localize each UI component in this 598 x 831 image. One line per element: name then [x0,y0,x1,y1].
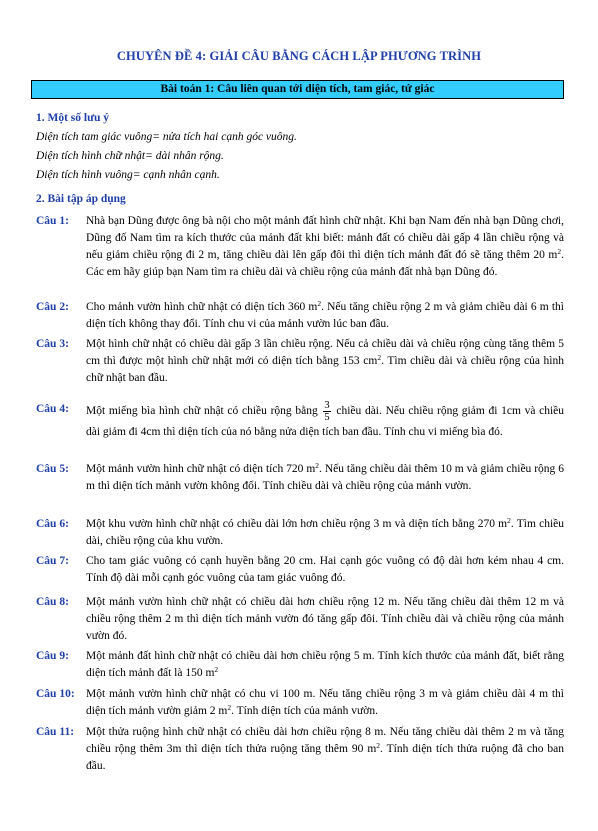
question-label: Câu 4: [36,403,69,415]
question-label: Câu 10: [36,688,75,700]
fraction: $\frac{3}{5}$ [324,400,330,423]
section-heading-notes: 1. Một số lưu ý [36,112,110,124]
question-4 [36,400,564,441]
question-label: Câu 7: [36,555,69,567]
question-text: Một mảnh vườn hình chữ nhật có chiều dài hơn chiều rộng 12 m. Nếu tăng chiều dài thêm 12 m và chiều rộng thêm 2 m thì diện tích mảnh vườn đó tăng gấp đôi. Tính chiều dài và chiều rộng của mảnh vườn đó. [86,596,564,642]
note-item: Diện tích hình chữ nhật= dài nhân rộng. [36,150,224,162]
question-text: Một khu vườn hình chữ nhật có chiều dài lớn hơn chiều rộng 3 m và diện tích bằng 270 $m^2$. Tìm chiều dài, chiều rộng của khu vườn. [86,516,564,547]
question-9 [36,648,564,682]
question-label: Câu 2: [36,301,69,313]
question-6 [36,516,564,550]
document-title: CHUYÊN ĐỀ 4: GIẢI CÂU BẰNG CÁCH LẬP PHƯƠNG TRÌNH [116,49,482,63]
question-text: Một mảnh vườn hình chữ nhật có chu vi 100 m. Nếu tăng chiều rộng 3 m và giảm chiều dài 4 m thì diện tích mảnh vườn giảm 2 $m^2$. Tính diện tích của mảnh vườn. [86,688,564,717]
question-8 [36,594,564,645]
question-label: Câu 9: [36,650,69,662]
question-3 [36,336,564,387]
note-item: Diện tích hình vuông= cạnh nhân cạnh. [36,169,220,181]
question-label: Câu 11: [36,726,75,738]
question-label: Câu 5: [36,463,69,475]
question-text: Một mảnh đất hình chữ nhật có chiều dài hơn chiều rộng 5 m. Tính kích thước của mảnh đất, biết rằng diện tích mảnh đất là 150 $m^2$ [86,650,564,679]
question-text: Một miếng bìa hình chữ nhật có chiều rộng bằng $\frac{3}{5}$ chiều dài. Nếu chiều rộng giảm đi 1cm và chiều dài giảm đi 4cm thì diện tích của nó bằng nửa diện tích ban đầu. Tính chu vi miếng bìa đó. [86,400,565,438]
question-10 [36,686,564,720]
question-7 [36,553,564,587]
question-11 [36,724,564,775]
question-text: Một thửa ruộng hình chữ nhật có chiều dài hơn chiều rộng 8 m. Nếu tăng chiều dài thêm 2 m và tăng chiều rộng thêm 3m thì diện tích thửa ruộng tăng thêm 90 $m^2$. Tính diện tích thửa ruộng đã cho ban đầu. [86,726,564,772]
question-label: Câu 8: [36,596,69,608]
question-5 [36,461,564,495]
section-heading-exercises: 2. Bài tập áp dụng [36,193,126,205]
problem-header: Bài toán 1: Câu liên quan tới diện tích, tam giác, tứ giác [31,80,564,99]
question-1 [36,213,564,281]
question-label: Câu 3: [36,338,69,350]
question-text: Nhà bạn Dũng được ông bà nội cho một mảnh đất hình chữ nhật. Khi bạn Nam đến nhà bạn Dũng chơi, Dũng đố Nam tìm ra kích thước của mảnh đất khi biết: mảnh đất có chiều dài gấp 4 lần chiều rộng và nếu giảm chiều rộng đi 2 m, tăng chiều dài lên gấp đôi thì diện tích mảnh đất đó sẽ tăng thêm 20 $m^2$. Các em hãy giúp bạn Nam tìm ra chiều dài và chiều rộng của mảnh đất nhà bạn Dũng đó. [86,215,564,278]
question-2 [36,299,564,333]
question-text: Một hình chữ nhật có chiều dài gấp 3 lần chiều rộng. Nếu cả chiều dài và chiều rộng cùng tăng thêm 5 cm thì được một hình chữ nhật mới có diện tích bằng 153 $cm^2$. Tìm chiều dài và chiều rộng của hình chữ nhật ban đầu. [86,338,565,384]
question-text: Một mảnh vườn hình chữ nhật có diện tích 720 $m^2$. Nếu tăng chiều dài thêm 10 m và giảm chiều rộng 6 m thì diện tích mảnh vườn không đổi. Tính chiều dài và chiều rộng của mảnh vườn. [86,461,564,492]
question-label: Câu 1: [36,215,69,227]
question-text: Cho tam giác vuông có cạnh huyền bằng 20 cm. Hai cạnh góc vuông có độ dài hơn kém nhau 4 cm. Tính độ dài mỗi cạnh góc vuông của tam giác vuông đó. [86,555,564,584]
question-text: Cho mảnh vườn hình chữ nhật có diện tích 360 $m^2$. Nếu tăng chiều rộng 2 m và giảm chiều dài 6 m thì diện tích không thay đổi. Tính chu vi của mảnh vườn lúc ban đầu. [86,299,564,330]
note-item: Diện tích tam giác vuông= nửa tích hai cạnh góc vuông. [36,131,297,143]
question-label: Câu 6: [36,518,69,530]
